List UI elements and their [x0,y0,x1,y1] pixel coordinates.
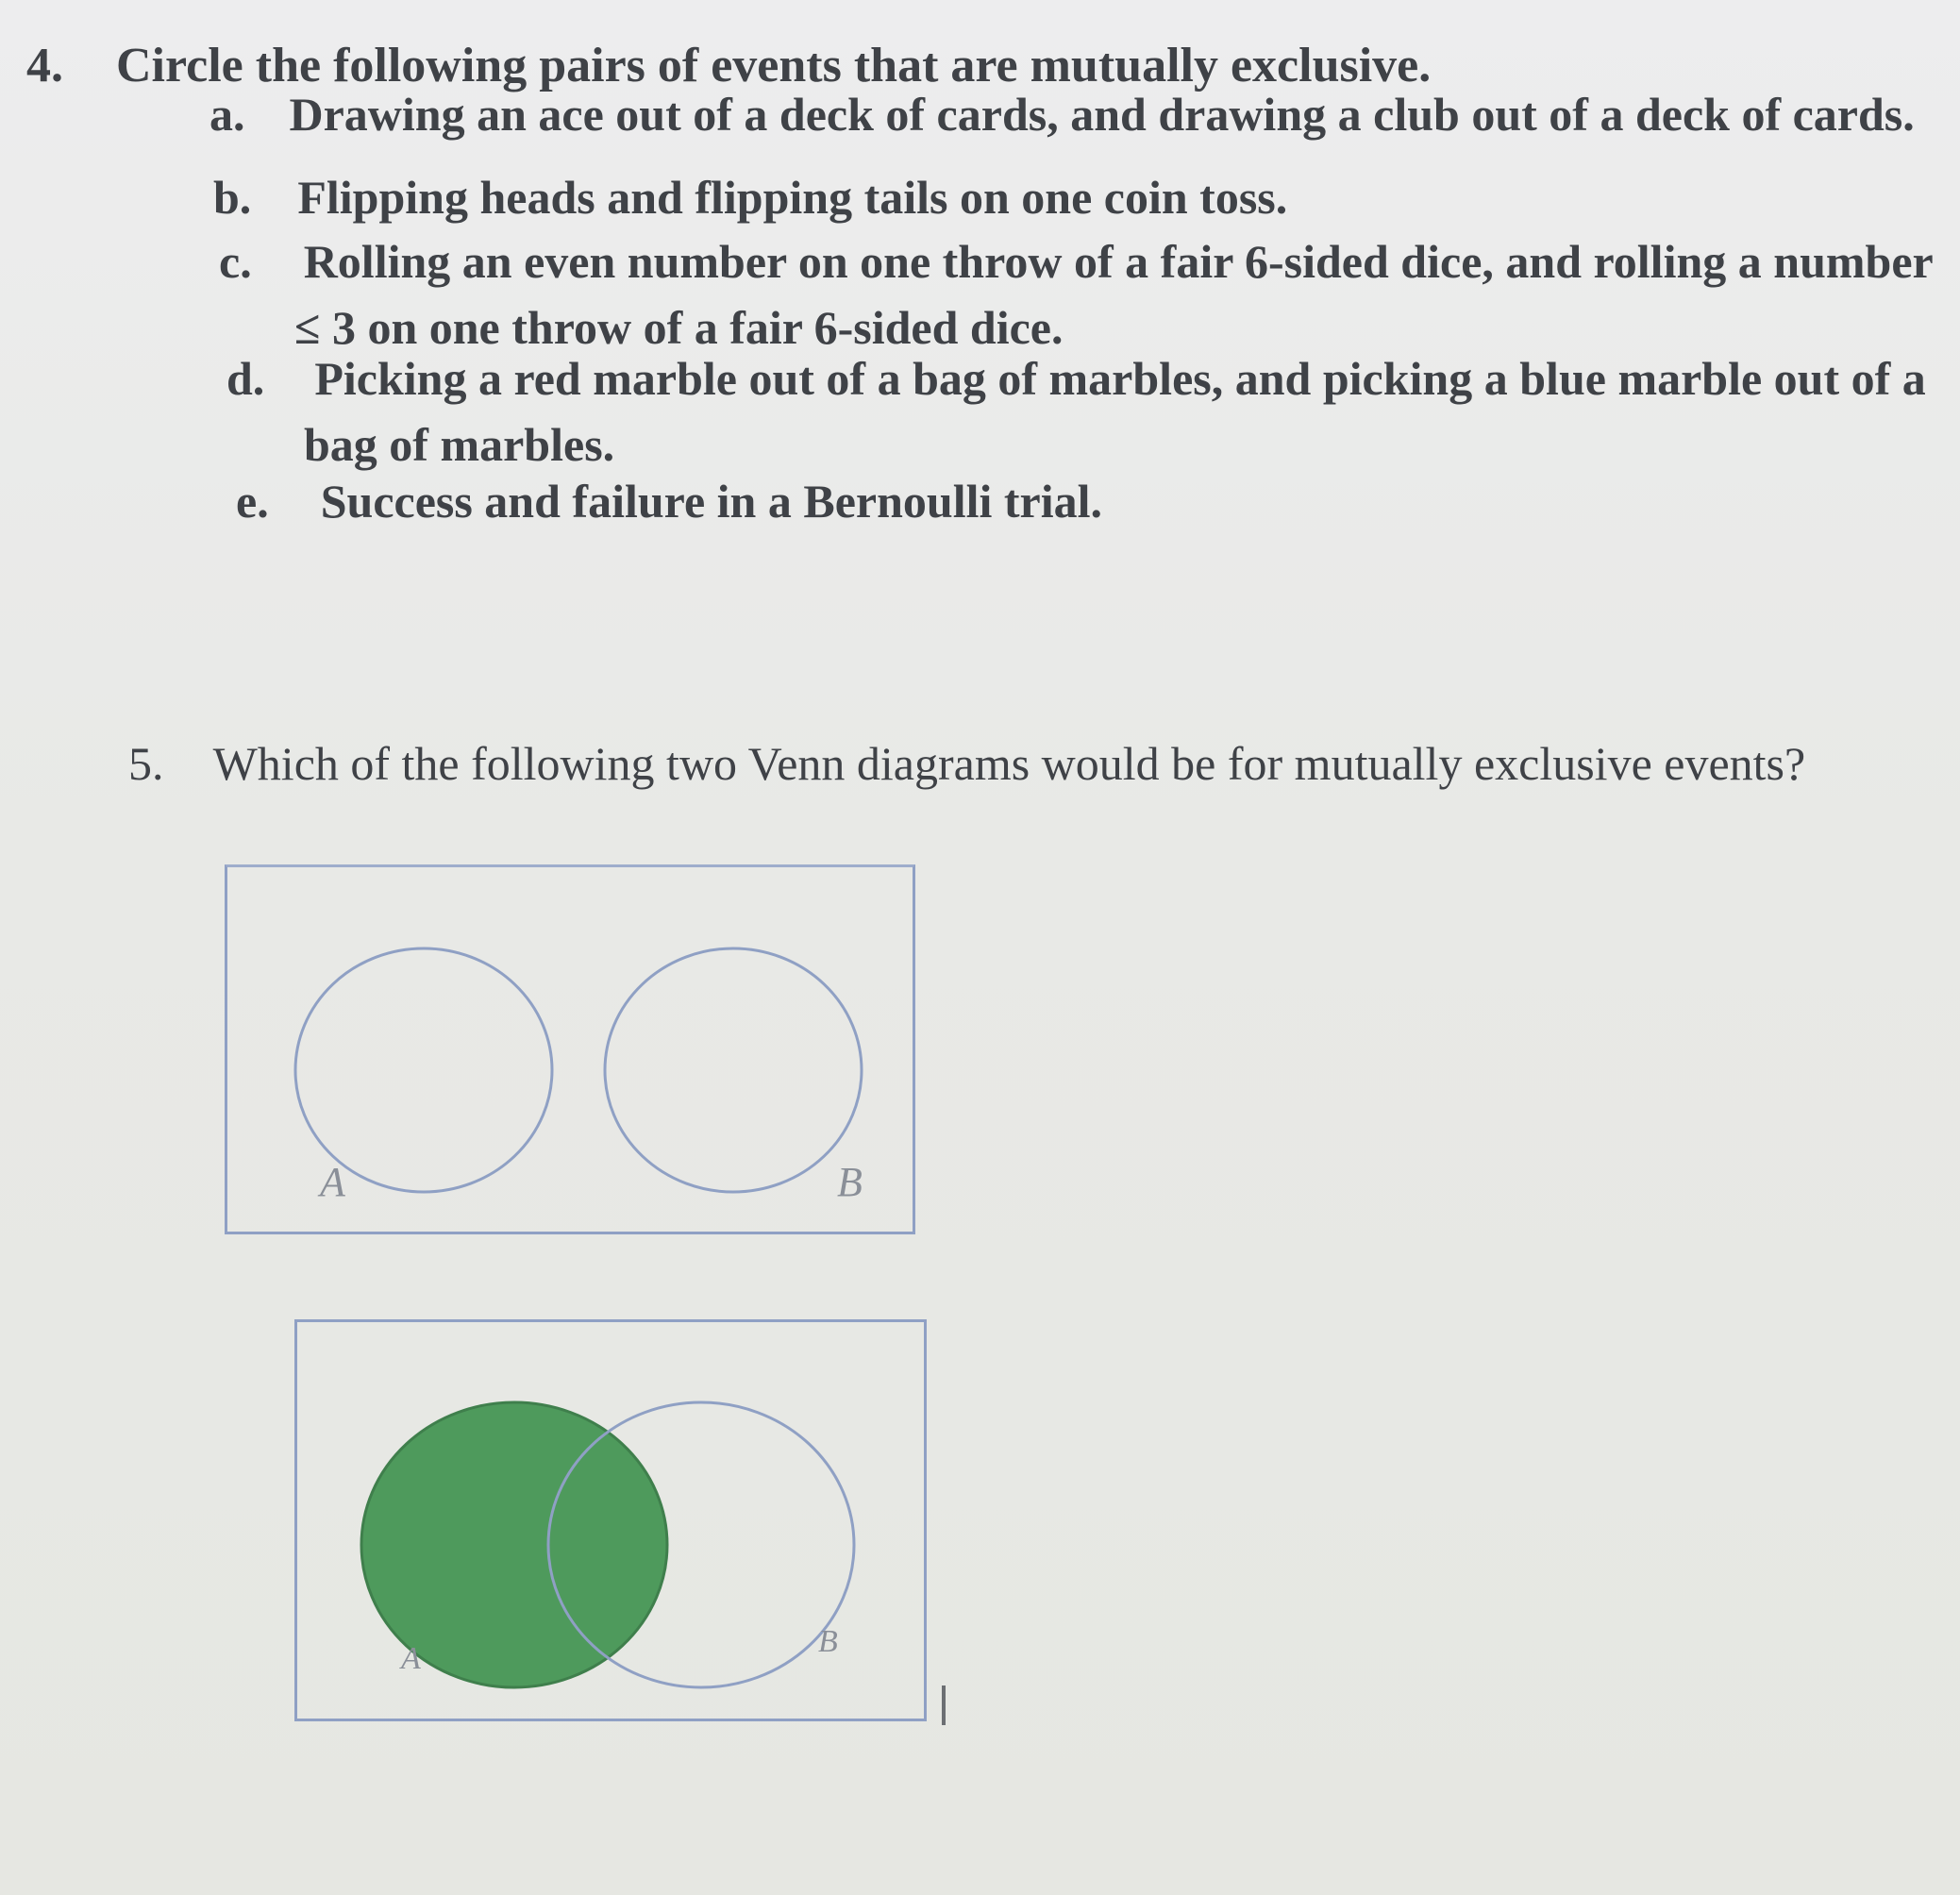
question-5-number: 5. [128,737,164,790]
venn-1-label-b: B [837,1159,863,1205]
stray-mark [942,1685,946,1725]
option-d-text-line2: bag of marbles. [304,418,615,471]
option-c [219,234,1934,289]
venn-1-label-a: A [320,1159,345,1205]
option-c-text-line2: ≤ 3 on one throw of a fair 6-sided dice. [294,301,1064,354]
question-5-prompt-line [128,736,1805,791]
option-b-text: Flipping heads and flipping tails on one coin toss. [297,171,1288,224]
option-a [209,87,1915,142]
venn-2-label-a: A [401,1641,421,1676]
option-d-text-line1: Picking a red marble out of a bag of marbles, and picking a blue marble out of a [314,352,1926,405]
option-a-letter: a. [209,88,245,141]
option-e-letter: e. [236,475,269,528]
question-4-prompt-line [26,38,1431,93]
venn-diagram-1 [225,864,915,1234]
option-b-letter: b. [213,171,252,224]
option-c-line2 [294,300,1063,355]
option-d-line2 [304,417,614,472]
option-c-letter: c. [219,235,252,288]
option-c-text-line1: Rolling an even number on one throw of a fair 6-sided dice, and rolling a number [303,235,1934,288]
venn-1-circle-b [605,948,862,1192]
question-5-prompt: Which of the following two Venn diagrams would be for mutually exclusive events? [212,737,1806,790]
option-e [236,474,1102,528]
question-4-number: 4. [26,39,63,92]
option-b [213,170,1287,225]
option-d [226,351,1926,406]
question-4-prompt: Circle the following pairs of events that are mutually exclusive. [116,39,1432,92]
option-d-letter: d. [226,352,265,405]
venn-1-circle-a [295,948,552,1192]
venn-2-label-b: B [818,1624,838,1659]
venn-diagram-2 [294,1319,927,1721]
option-e-text: Success and failure in a Bernoulli trial. [320,475,1102,528]
option-a-text: Drawing an ace out of a deck of cards, and drawing a club out of a deck of cards. [289,88,1915,141]
